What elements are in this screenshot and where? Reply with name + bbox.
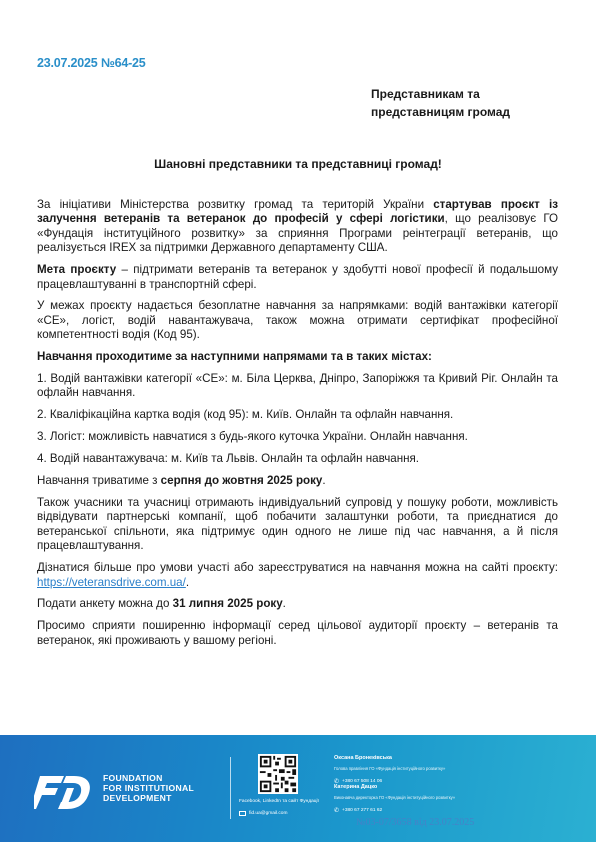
addressee-line-1: Представникам та [371, 87, 480, 101]
footer-divider [230, 757, 231, 819]
paragraph-deadline: Подати анкету можна до 31 липня 2025 року. [37, 597, 286, 611]
contact-role: Голова правління ГО «Фундація інституційного розвитку» [334, 766, 446, 771]
list-item: 3. Логіст: можливість навчатися з будь-якого куточка України. Онлайн навчання. [37, 430, 468, 444]
contact-name: Катерина Дацко [334, 784, 378, 790]
paragraph-directions-heading: Навчання проходитиме за наступними напрямами та в таких містах: [37, 350, 432, 364]
paragraph-registration: Дізнатися більше про умови участі або зареєструватися на навчання можна на сайті проєкту: https://veteransdrive.com.ua/. [37, 561, 558, 589]
contact-role: Виконавча директорка ГО «Фундація інституційного розвитку» [334, 795, 456, 800]
phone-icon: ✆ [334, 808, 340, 814]
addressee-line-2: представницям громад [371, 105, 511, 119]
registration-stamp: №03-07/3658 від 23.07.2025 [356, 817, 475, 828]
phone-icon: ✆ [334, 779, 340, 785]
contact-phone: ✆ +380 67 277 61 62 [334, 808, 383, 814]
contact-name: Оксана Бронеківська [334, 755, 392, 761]
footer-banner [0, 735, 596, 842]
list-item: 2. Кваліфікаційна картка водія (код 95): м. Київ. Онлайн та офлайн навчання. [37, 408, 454, 422]
contact-card [334, 755, 445, 785]
paragraph-training: У межах проєкту надається безоплатне навчання за напрямками: водій вантажівки категорії «CE», логіст, водій навантажувача, також можна отримати сертифікат професійної компетентності водія (Код 95). [37, 299, 558, 342]
paragraph-support: Також учасники та учасниці отримають індивідуальний супровід у пошуку роботи, можливість відвідувати партнерські компанії, щоб побачити залаштунки роботи, та приєднатися до ветеранської спільноти, яка підтримує один одного не лише під час навчання, а й після працевлаштування. [37, 496, 558, 553]
organization-name: FOUNDATION FOR INSTITUTIONAL DEVELOPMENT [103, 773, 195, 803]
addressee [371, 85, 571, 121]
qr-code-icon[interactable] [258, 754, 298, 794]
list-item: 1. Водій вантажівки категорії «CE»: м. Біла Церква, Дніпро, Запоріжжя та Кривий Ріг. Онлайн та офлайн навчання. [37, 372, 558, 400]
email-address[interactable]: fid.ua@gmail.com [249, 811, 288, 816]
letter-body [37, 198, 558, 656]
paragraph-request: Просимо сприяти поширенню інформації серед цільової аудиторії проєкту – ветеранів та ветеранок, які проживають у вашому регіоні. [37, 619, 558, 647]
salutation: Шановні представники та представниці громад! [154, 157, 442, 171]
mail-icon [239, 811, 246, 816]
contact-phone: ✆ +380 67 508 14 06 [334, 779, 383, 785]
email-row [239, 811, 287, 816]
paragraph-duration: Навчання триватиме з серпня до жовтня 2025 року. [37, 474, 326, 488]
paragraph-intro: За ініціативи Міністерства розвитку громад та територій України стартував проєкт із залучення ветеранів та ветеранок до професій у сфері логістики, що реалізовує ГО «Фундація інституційного розвитку» за сприяння Програми реінтеграції ветеранів, що реалізується IREX за підтримки Державного департаменту США. [37, 198, 558, 255]
qr-caption: Facebook, LinkedIn та сайт Фундації [239, 799, 319, 804]
paragraph-goal: Мета проєкту – підтримати ветеранів та ветеранок у здобутті нової професії й подальшому працевлаштуванні в транспортній сфері. [37, 263, 558, 291]
fid-logo-icon [34, 768, 92, 812]
contact-card [334, 784, 455, 814]
project-website-link[interactable]: https://veteransdrive.com.ua/ [37, 575, 186, 589]
date-reference: 23.07.2025 №64-25 [37, 56, 146, 70]
list-item: 4. Водій навантажувача: м. Київ та Львів. Онлайн та офлайн навчання. [37, 452, 420, 466]
